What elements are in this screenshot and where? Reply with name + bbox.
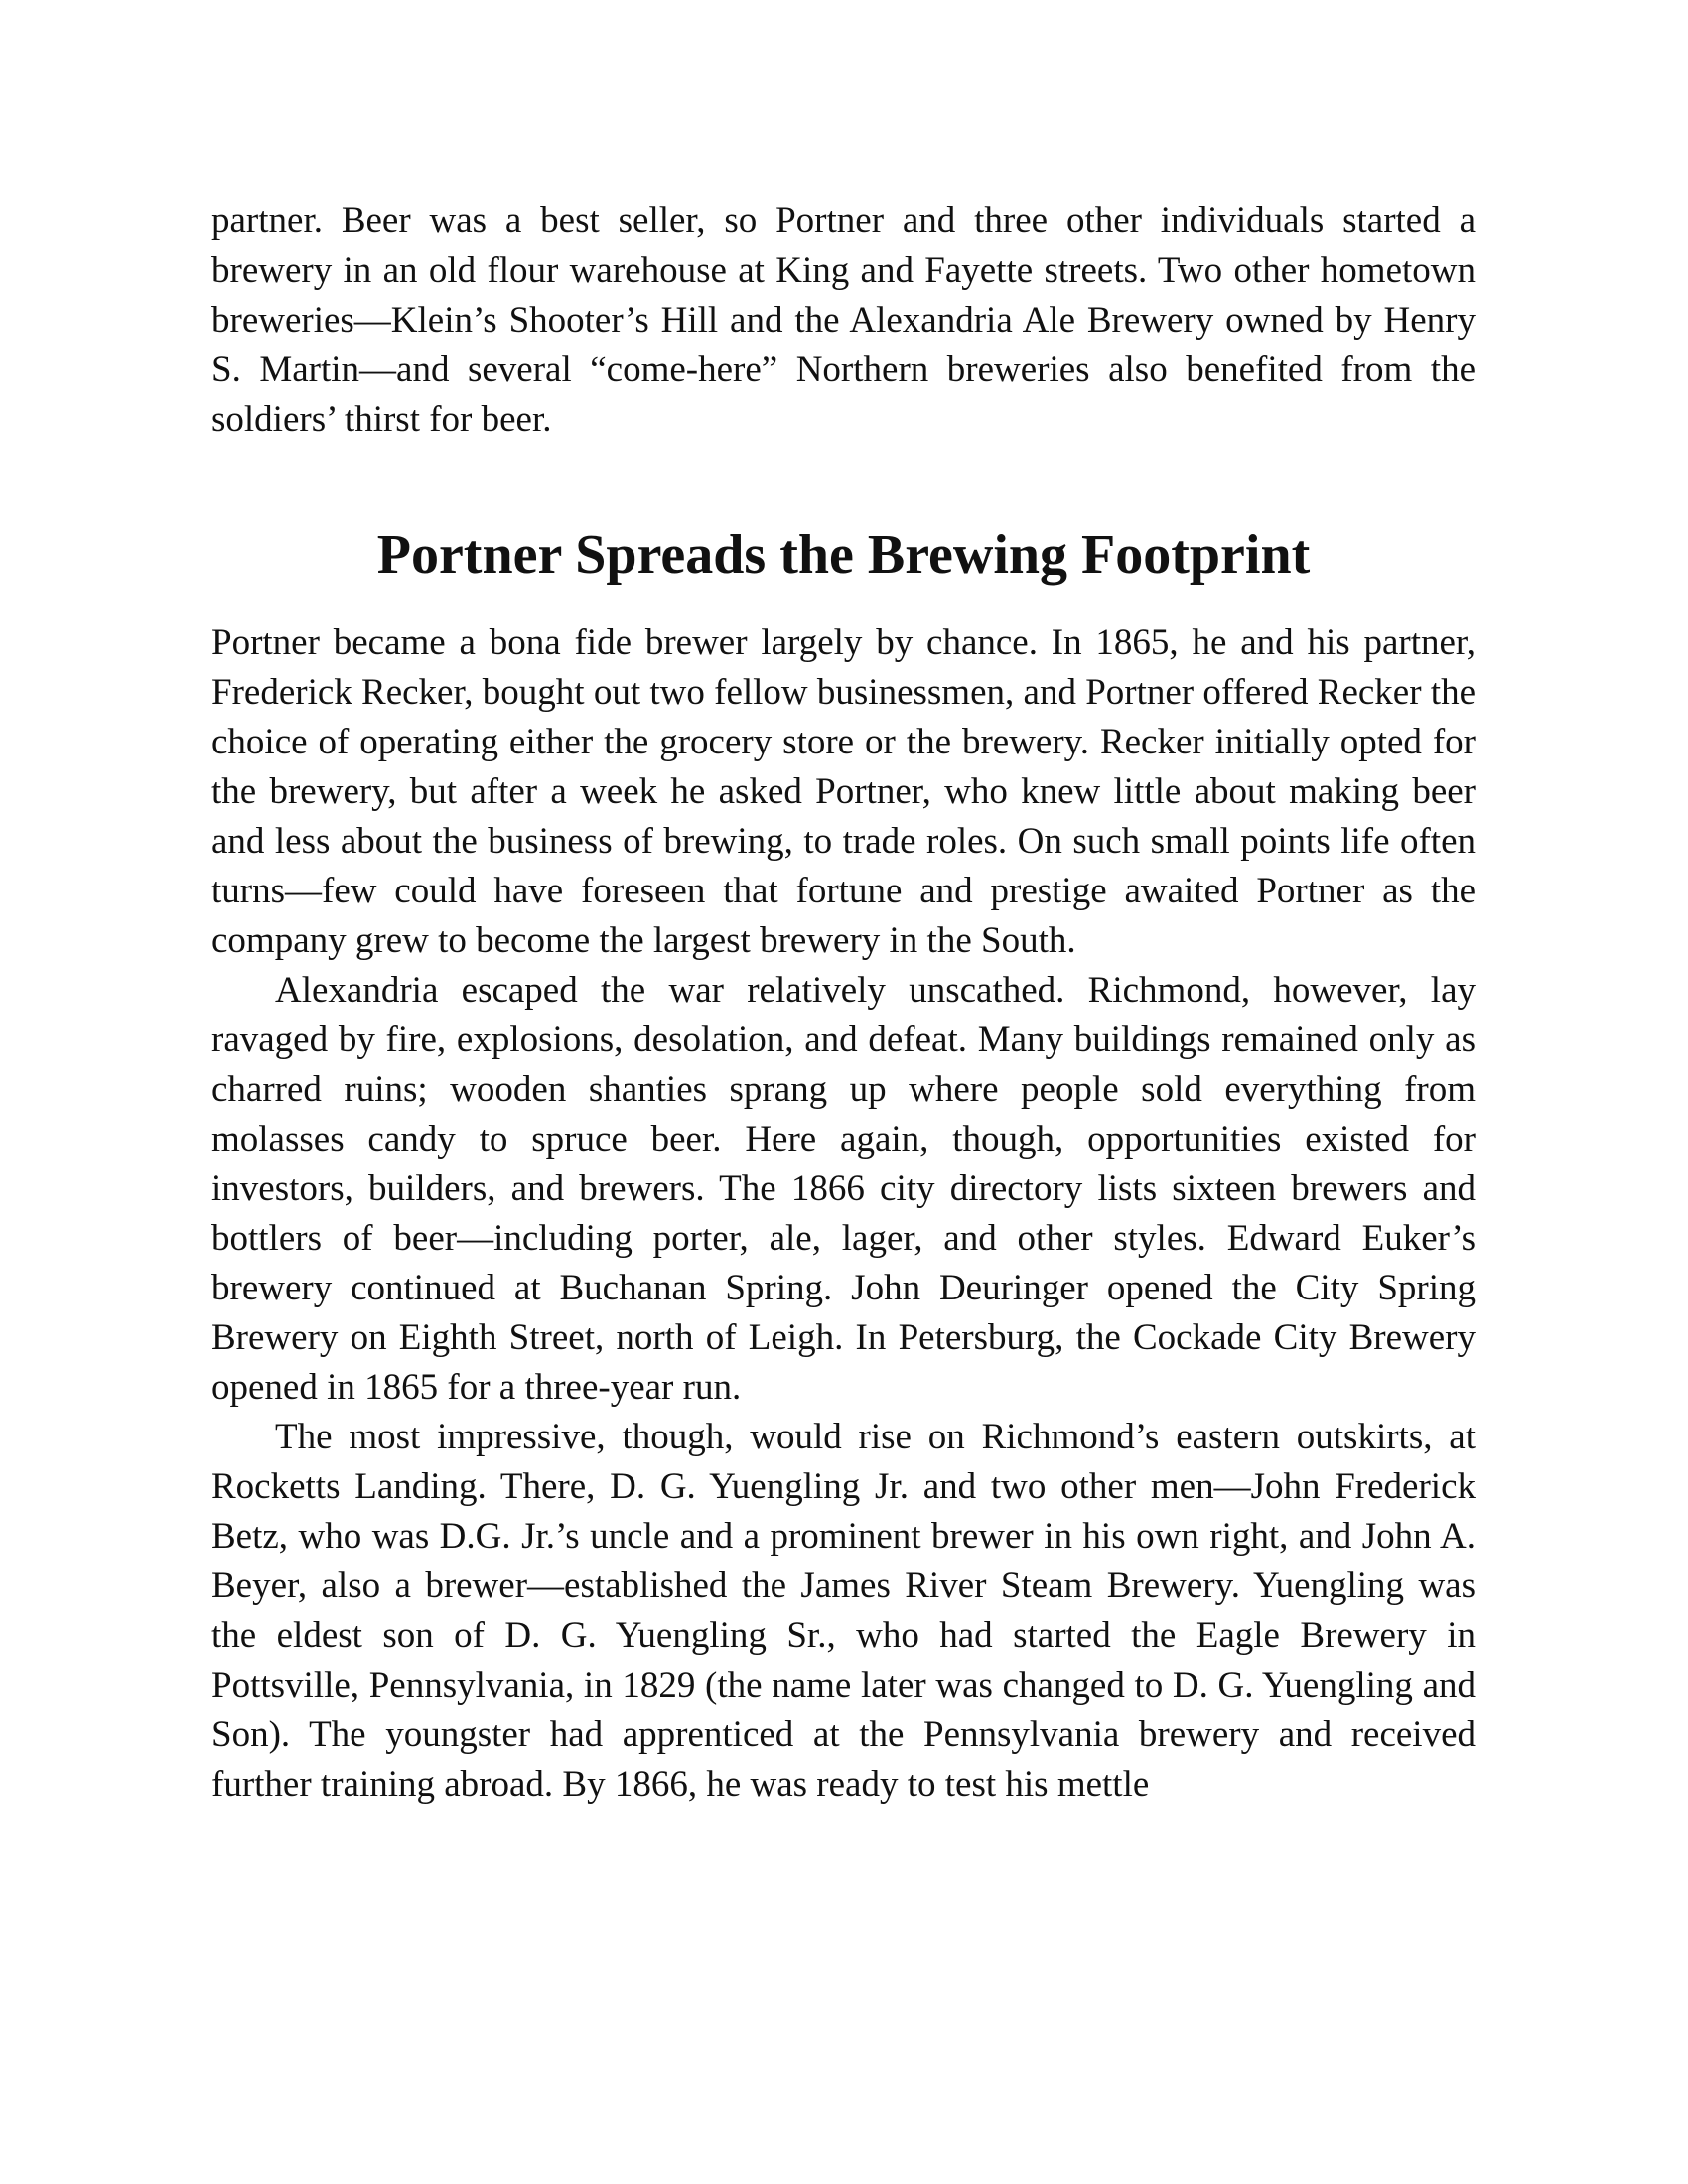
paragraph-alexandria-richmond: Alexandria escaped the war relatively unscathed. Richmond, however, lay ravaged by fire, explosions, desolation, and defeat. Many buildings remained only as charred ruins; wooden shanties sprang up where people sold everything from molasses candy to spruce beer. Here again, though, opportunities existed for investors, builders, and brewers. The 1866 city directory lists sixteen brewers and bottlers of beer—including porter, ale, lager, and other styles. Edward Euker’s brewery continued at Buchanan Spring. John Deuringer opened the City Spring Brewery on Eighth Street, north of Leigh. In Petersburg, the Cockade City Brewery opened in 1865 for a three-year run.: [211, 970, 1476, 1408]
page-body: [211, 197, 1476, 1810]
paragraph-portner-brewer: Portner became a bona fide brewer largely by chance. In 1865, he and his partner, Frederick Recker, bought out two fellow businessmen, and Portner offered Recker the choice of operating either the grocery store or the brewery. Recker initially opted for the brewery, but after a week he asked Portner, who knew little about making beer and less about the business of brewing, to trade roles. On such small points life often turns—few could have foreseen that fortune and prestige awaited Portner as the company grew to become the largest brewery in the South.: [211, 622, 1476, 961]
paragraph-continued: partner. Beer was a best seller, so Portner and three other individuals started a brewery in an old flour warehouse at King and Fayette streets. Two other hometown breweries—Klein’s Shooter’s Hill and the Alexandria Ale Brewery owned by Henry S. Martin—and several “come-here” Northern breweries also benefited from the soldiers’ thirst for beer.: [211, 201, 1476, 440]
section-heading: Portner Spreads the Brewing Footprint: [376, 524, 1311, 586]
paragraph-james-river-brewery: The most impressive, though, would rise on Richmond’s eastern outskirts, at Rocketts Landing. There, D. G. Yuengling Jr. and two other men—John Frederick Betz, who was D.G. Jr.’s uncle and a prominent brewer in his own right, and John A. Beyer, also a brewer—established the James River Steam Brewery. Yuengling was the eldest son of D. G. Yuengling Sr., who had started the Eagle Brewery in Pottsville, Pennsylvania, in 1829 (the name later was changed to D. G. Yuengling and Son). The youngster had apprenticed at the Pennsylvania brewery and received further training abroad. By 1866, he was ready to test his mettle: [211, 1417, 1476, 1805]
